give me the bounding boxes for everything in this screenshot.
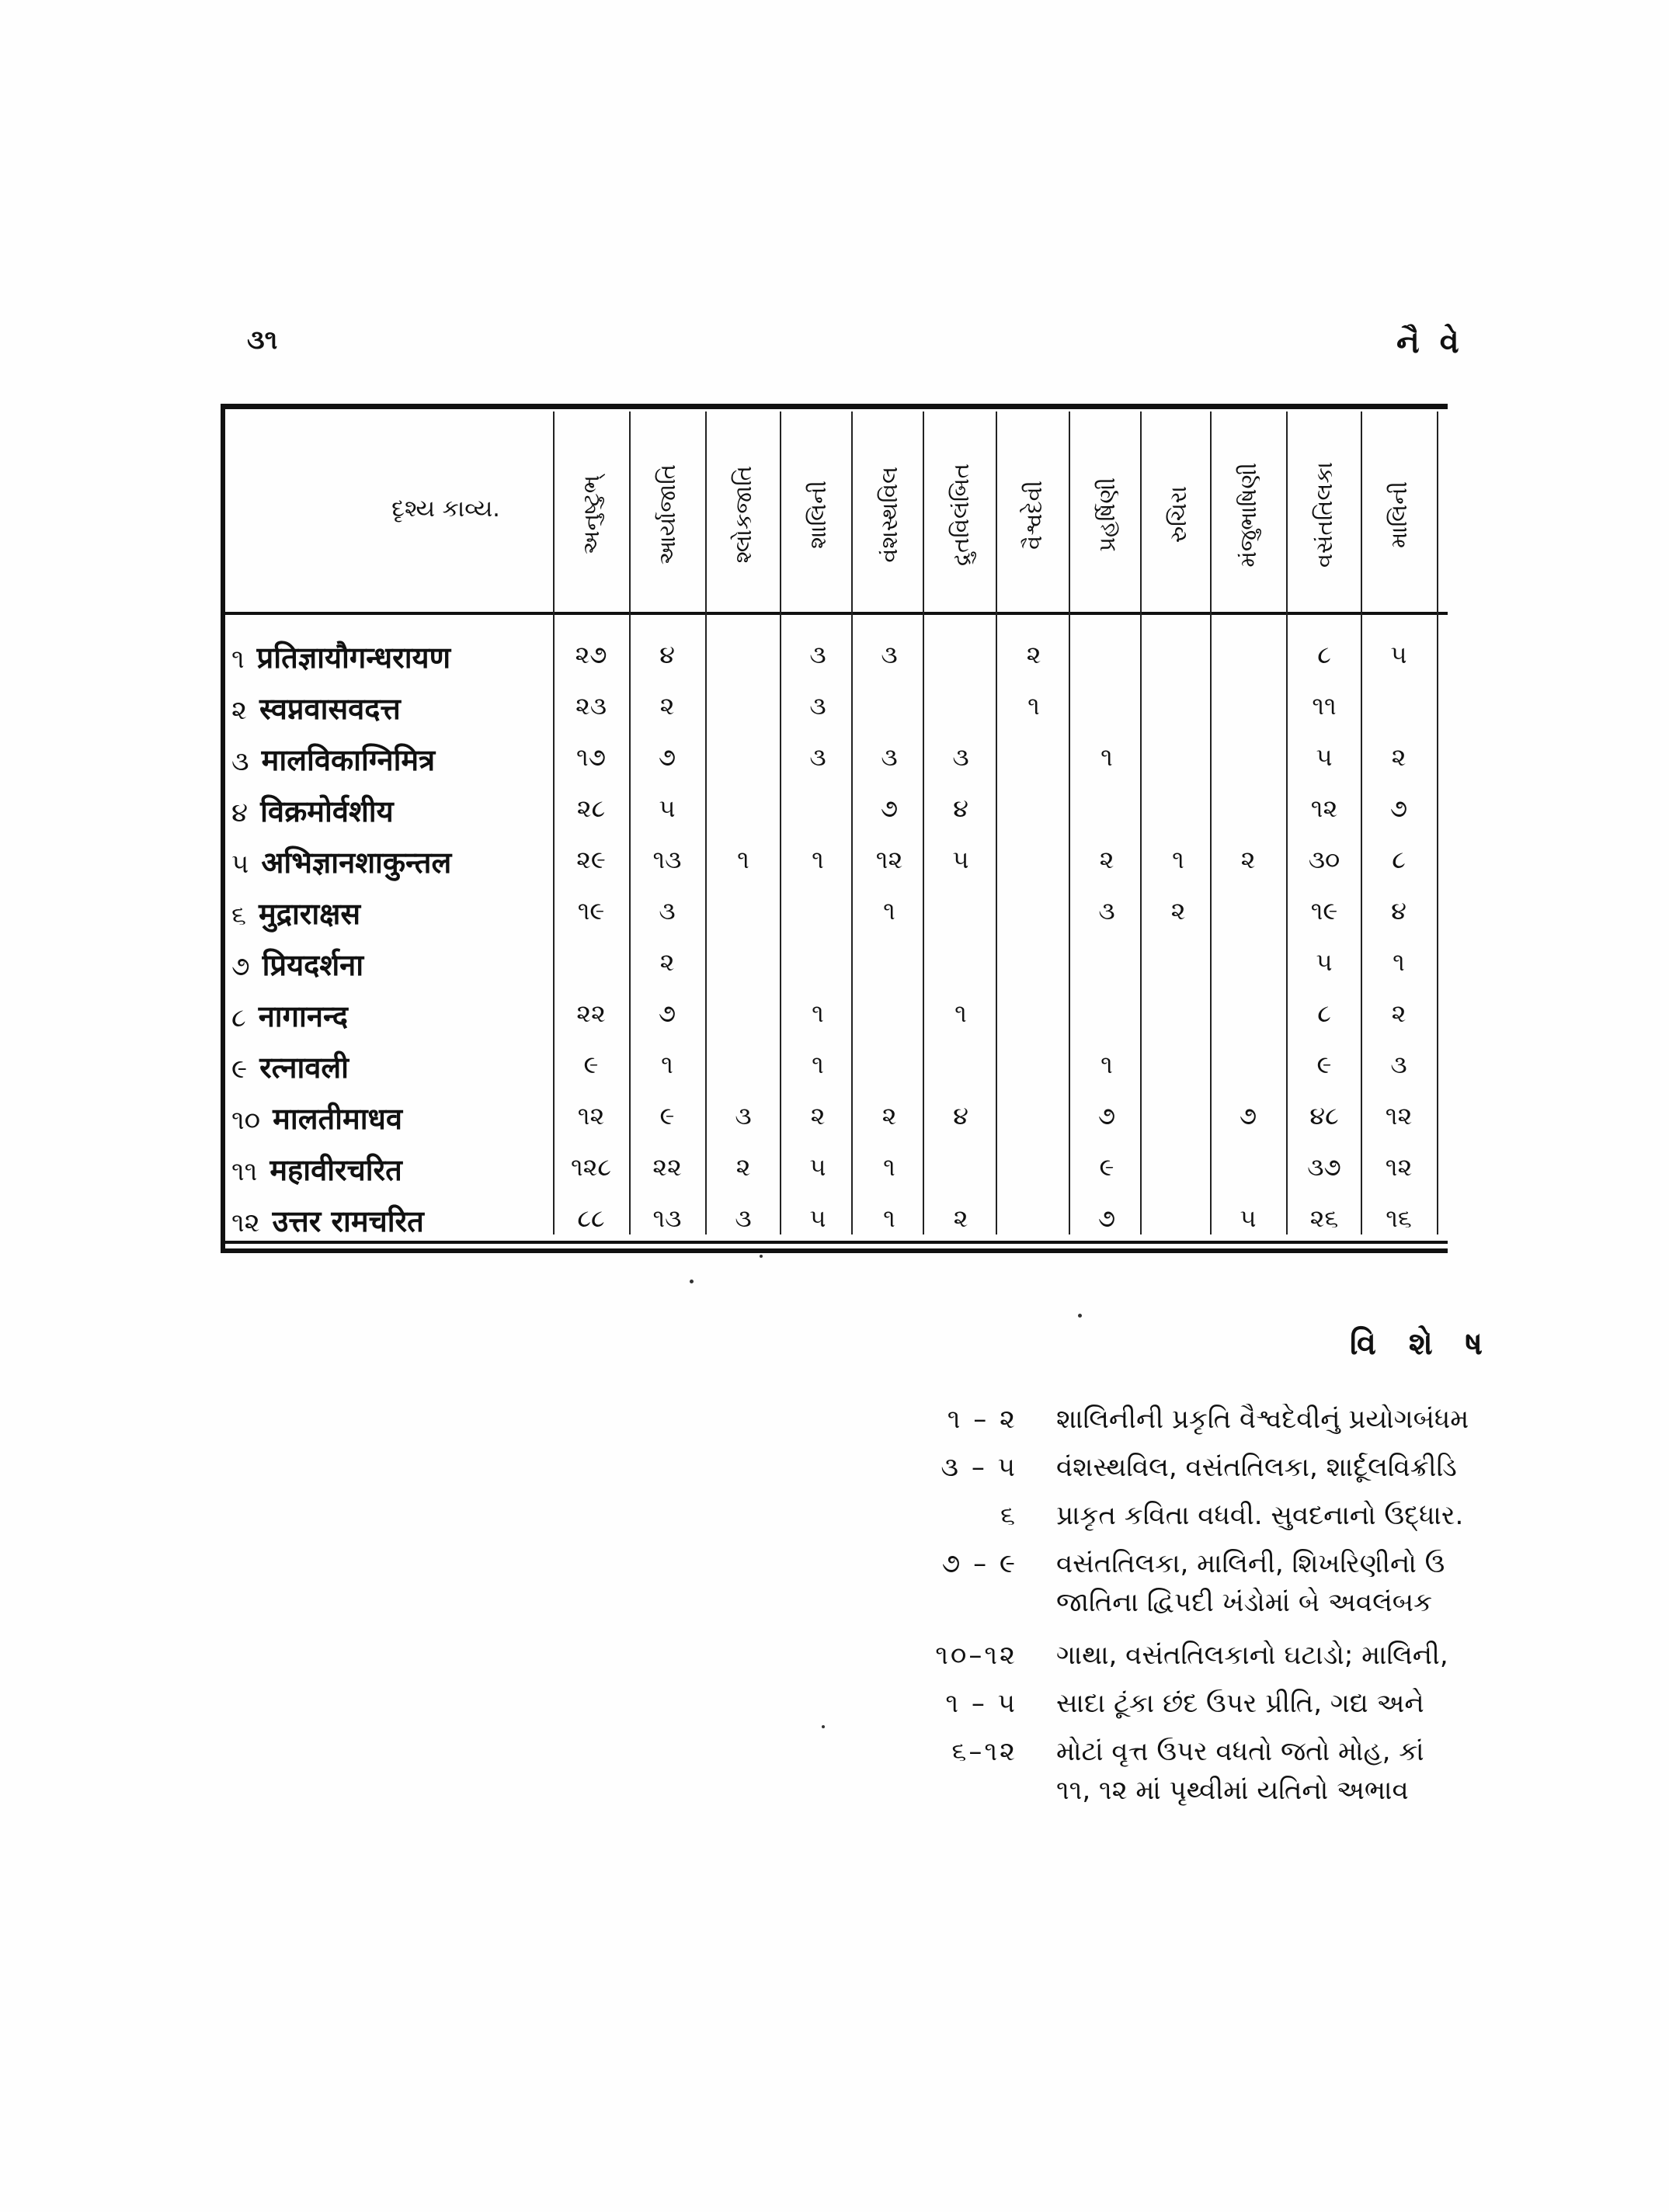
table-cell: ૨ xyxy=(1391,998,1406,1028)
table-cell: ૩ xyxy=(881,742,898,772)
table-cell: ૩ xyxy=(1098,896,1115,925)
column-header xyxy=(707,425,780,604)
column-header-label: શાલિની xyxy=(805,481,831,549)
print-speck xyxy=(760,1255,763,1258)
table-cell: ૧ xyxy=(883,1152,895,1182)
table-cell: ૧૯ xyxy=(577,896,605,925)
table-cell: ૮૮ xyxy=(577,1203,605,1233)
column-header xyxy=(853,425,926,604)
play-name: अभिज्ञानशाकुन्तल xyxy=(261,845,452,880)
table-bottom-rule xyxy=(221,1241,1448,1244)
print-speck xyxy=(822,1725,825,1728)
note-text: વંશસ્થવિલ, વસંતતિલકા, શાર્દૂલવિક્રીડિ xyxy=(1056,1452,1457,1483)
play-name: उत्तर रामचरित xyxy=(272,1203,424,1238)
table-cell: ૧૧ xyxy=(1312,691,1337,721)
table-cell: ૧૨ xyxy=(1385,1101,1413,1130)
note-range: ૬ xyxy=(1000,1500,1017,1531)
table-cell: ૧૩ xyxy=(652,845,682,874)
table-cell: ૩ xyxy=(809,640,826,669)
table-row-title xyxy=(231,944,363,984)
column-divider xyxy=(1437,411,1438,1234)
table-cell: ૨૯ xyxy=(576,845,606,874)
page-number: ૩૧ xyxy=(247,325,278,356)
column-header xyxy=(1142,425,1215,604)
table-cell: ૧ xyxy=(812,845,824,874)
row-number: ૪ xyxy=(231,797,249,828)
play-name: मालतीमाधव xyxy=(273,1101,403,1136)
column-header-label: પ્રહર્ષિણી xyxy=(1094,477,1120,552)
table-cell: ૨ xyxy=(659,947,675,977)
table-cell: ૧૨ xyxy=(1385,1152,1413,1182)
table-cell: ૩ xyxy=(735,1203,752,1233)
table-cell: ૨૬ xyxy=(1309,1203,1339,1233)
table-cell: ૫ xyxy=(1316,742,1333,772)
table-row-title xyxy=(231,995,348,1036)
row-number: ૬ xyxy=(231,900,247,931)
note-range: ૬–૧૨ xyxy=(951,1736,1017,1767)
table-cell: ૫ xyxy=(1390,640,1407,669)
note-range: ૧ – ૨ xyxy=(947,1404,1017,1435)
column-header xyxy=(924,425,997,604)
table-cell: ૧૨ xyxy=(875,845,903,874)
table-row-title xyxy=(231,790,394,831)
table-cell: ૩૭ xyxy=(1307,1152,1341,1182)
play-name: महावीरचरित xyxy=(269,1152,402,1187)
row-number: ૧૨ xyxy=(231,1207,260,1238)
table-top-rule xyxy=(221,404,1448,409)
table-cell: ૩ xyxy=(881,640,898,669)
table-cell: ૪૮ xyxy=(1309,1101,1339,1130)
table-cell: ૭ xyxy=(1097,1101,1116,1130)
table-cell: ૨૮ xyxy=(576,793,606,823)
table-cell: ૨૨ xyxy=(652,1152,682,1182)
column-header-label: વંશસ્થવિલ xyxy=(876,467,902,563)
table-cell: ૮ xyxy=(1317,998,1331,1028)
column-header xyxy=(781,425,854,604)
note-range: ૭ – ૯ xyxy=(941,1548,1017,1579)
table-row-title xyxy=(231,1200,424,1241)
note-item xyxy=(916,1452,1662,1483)
row-number: ૨ xyxy=(231,695,247,726)
table-cell: ૭ xyxy=(1239,1101,1257,1130)
table-cell: ૨ xyxy=(1099,845,1114,874)
table-cell: ૧૯ xyxy=(1310,896,1338,925)
column-header-label: વૈશ્વદેવી xyxy=(1021,480,1047,550)
table-cell: ૩ xyxy=(809,691,826,721)
row-number: ૮ xyxy=(231,1002,246,1033)
table-cell: ૪ xyxy=(953,793,968,823)
table-cell: ૧૨ xyxy=(1310,793,1338,823)
table-cell: ૭ xyxy=(1389,793,1408,823)
column-header-label: મંજુભાષિણી xyxy=(1235,462,1261,568)
table-cell: ૯ xyxy=(1099,1152,1114,1182)
table-cell: ૭ xyxy=(880,793,899,823)
table-cell: ૨૨ xyxy=(576,998,606,1028)
column-header-label: માલિની xyxy=(1386,481,1412,548)
table-cell: ૨ xyxy=(810,1101,826,1130)
column-header-label: અનુષ્ટુભ્ xyxy=(578,474,604,555)
column-header xyxy=(997,425,1070,604)
table-cell: ૨ xyxy=(881,1101,897,1130)
note-text: મોટાં વૃત્ત ઉપર વધતો જતો મોહ, કાં xyxy=(1056,1736,1424,1767)
table-cell: ૫ xyxy=(1316,947,1333,977)
note-text: શાલિનીની પ્રકૃતિ વૈશ્વદેવીનું પ્રયોગબંધમ xyxy=(1056,1404,1469,1435)
table-cell: ૫ xyxy=(952,845,969,874)
print-speck xyxy=(1078,1314,1082,1318)
table-cell: ૧ xyxy=(883,1203,895,1233)
note-item xyxy=(916,1548,1662,1618)
table-cell: ૧૬ xyxy=(1386,1203,1412,1233)
table-row-title xyxy=(231,1149,402,1189)
column-header xyxy=(631,425,704,604)
table-cell: ૨ xyxy=(735,1152,751,1182)
table-cell: ૧૨ xyxy=(577,1101,605,1130)
note-item xyxy=(916,1404,1662,1435)
table-cell: ૪ xyxy=(953,1101,968,1130)
play-name: नागानन्द xyxy=(258,998,348,1033)
note-text-continued: ૧૧, ૧૨ માં પૃથ્વીમાં યતિનો અભાવ xyxy=(1056,1775,1409,1806)
note-text: વસંતતિલકા, માલિની, શિખરિણીનો ઉ xyxy=(1056,1548,1445,1579)
table-cell: ૨ xyxy=(953,1203,968,1233)
table-cell: ૧૩ xyxy=(652,1203,682,1233)
table-cell: ૧ xyxy=(1172,845,1184,874)
running-head: નૈ વે xyxy=(1396,325,1464,360)
row-number: ૯ xyxy=(231,1054,248,1085)
column-header-label: વસંતતિલકા xyxy=(1311,461,1337,568)
table-cell: ૩ xyxy=(735,1101,752,1130)
column-header xyxy=(1070,425,1143,604)
note-item xyxy=(916,1688,1662,1719)
table-cell: ૮ xyxy=(1317,640,1331,669)
table-cell: ૩૦ xyxy=(1308,845,1340,874)
table-cell: ૨ xyxy=(1170,896,1186,925)
table-cell: ૧ xyxy=(1393,947,1405,977)
table-cell: ૪ xyxy=(659,640,675,669)
play-name: मुद्राराक्षस xyxy=(259,896,361,931)
play-name: प्रियदर्शना xyxy=(262,947,364,982)
note-item xyxy=(916,1640,1662,1671)
table-row-title xyxy=(231,1098,402,1138)
table-cell: ૧ xyxy=(1100,742,1113,772)
table-cell: ૭ xyxy=(658,742,676,772)
table-cell: ૧ xyxy=(812,1050,824,1079)
meter-table xyxy=(221,404,1448,1254)
play-name: मालविकाग्निमित्र xyxy=(261,742,436,777)
column-header-label: શ્લોકજાતિ xyxy=(730,466,756,564)
table-cell: ૫ xyxy=(809,1152,826,1182)
table-cell: ૨ xyxy=(1391,742,1406,772)
column-header-label: રુચિરા xyxy=(1165,486,1191,543)
note-text: સાદા ટૂંકા છંદ ઉપર પ્રીતિ, ગદ્ય અને xyxy=(1056,1688,1424,1719)
note-item xyxy=(916,1500,1662,1531)
table-row-title xyxy=(231,688,401,728)
table-cell: ૫ xyxy=(1240,1203,1257,1233)
table-cell: ૧ xyxy=(883,896,895,925)
play-name: स्वप्नवासवदत्त xyxy=(259,691,401,726)
table-cell: ૪ xyxy=(1391,896,1406,925)
table-row-title xyxy=(231,842,451,882)
table-row-title xyxy=(231,893,360,933)
table-cell: ૧ xyxy=(1100,1050,1113,1079)
table-cell: ૧૨૮ xyxy=(570,1152,612,1182)
note-range: ૧૦–૧૨ xyxy=(935,1640,1017,1671)
table-cell: ૧ xyxy=(954,998,967,1028)
play-name: रत्नावली xyxy=(259,1050,349,1085)
table-cell: ૫ xyxy=(809,1203,826,1233)
first-column-header: દૃશ્ય કાવ્ય. xyxy=(391,495,500,523)
table-cell: ૩ xyxy=(809,742,826,772)
table-cell: ૨ xyxy=(659,691,675,721)
note-text: ગાથા, વસંતતિલકાનો ઘટાડો; માલિની, xyxy=(1056,1640,1448,1671)
column-header xyxy=(1288,425,1361,604)
row-number: ૧ xyxy=(231,644,245,675)
row-number: ૧૦ xyxy=(231,1105,261,1136)
table-header-rule xyxy=(221,612,1448,615)
table-cell: ૧ xyxy=(812,998,824,1028)
table-cell: ૮ xyxy=(1392,845,1406,874)
column-header-label: દ્રુતવિલંબિત xyxy=(948,464,974,566)
table-cell: ૨૩ xyxy=(575,691,607,721)
notes-title: વિ શે ષ xyxy=(1350,1326,1494,1362)
row-number: ૧૧ xyxy=(231,1156,258,1187)
table-cell: ૨ xyxy=(1026,640,1041,669)
row-number: ૭ xyxy=(231,951,250,982)
table-row-title xyxy=(231,1047,349,1087)
note-range: ૧ – ૫ xyxy=(945,1688,1017,1719)
note-range: ૩ – ૫ xyxy=(941,1452,1017,1483)
table-row-title xyxy=(231,739,435,780)
row-number: ૩ xyxy=(231,746,249,777)
column-header xyxy=(555,425,628,604)
table-cell: ૩ xyxy=(659,896,676,925)
note-item xyxy=(916,1736,1662,1806)
table-cell: ૨૭ xyxy=(575,640,607,669)
table-left-rule xyxy=(221,404,225,1253)
table-cell: ૭ xyxy=(1097,1203,1116,1233)
table-bottom-rule-double xyxy=(221,1248,1448,1253)
table-cell: ૧ xyxy=(737,845,749,874)
print-speck xyxy=(690,1280,694,1283)
table-cell: ૨ xyxy=(1240,845,1256,874)
column-header xyxy=(1362,425,1435,604)
note-text: પ્રાકૃત કવિતા વધવી. સુવદનાનો ઉદ્ધાર. xyxy=(1056,1500,1464,1531)
table-cell: ૩ xyxy=(952,742,969,772)
table-cell: ૧૭ xyxy=(576,742,606,772)
table-cell: ૯ xyxy=(1316,1050,1332,1079)
play-name: प्रतिज्ञायौगन्धरायण xyxy=(256,640,451,675)
table-cell: ૭ xyxy=(658,998,676,1028)
table-cell: ૯ xyxy=(583,1050,599,1079)
row-number: ૫ xyxy=(231,849,249,880)
table-cell: ૩ xyxy=(1390,1050,1407,1079)
column-header xyxy=(1212,425,1285,604)
table-row-title xyxy=(231,637,450,677)
note-text-continued: જાતિના દ્વિપદી ખંડોમાં બે અવલંબક xyxy=(1056,1587,1433,1618)
column-header-label: આર્યાજાતિ xyxy=(654,464,680,565)
table-cell: ૫ xyxy=(659,793,676,823)
play-name: विक्रमोर्वशीय xyxy=(260,793,394,828)
table-cell: ૯ xyxy=(659,1101,675,1130)
table-cell: ૧ xyxy=(661,1050,673,1079)
table-cell: ૧ xyxy=(1027,691,1040,721)
